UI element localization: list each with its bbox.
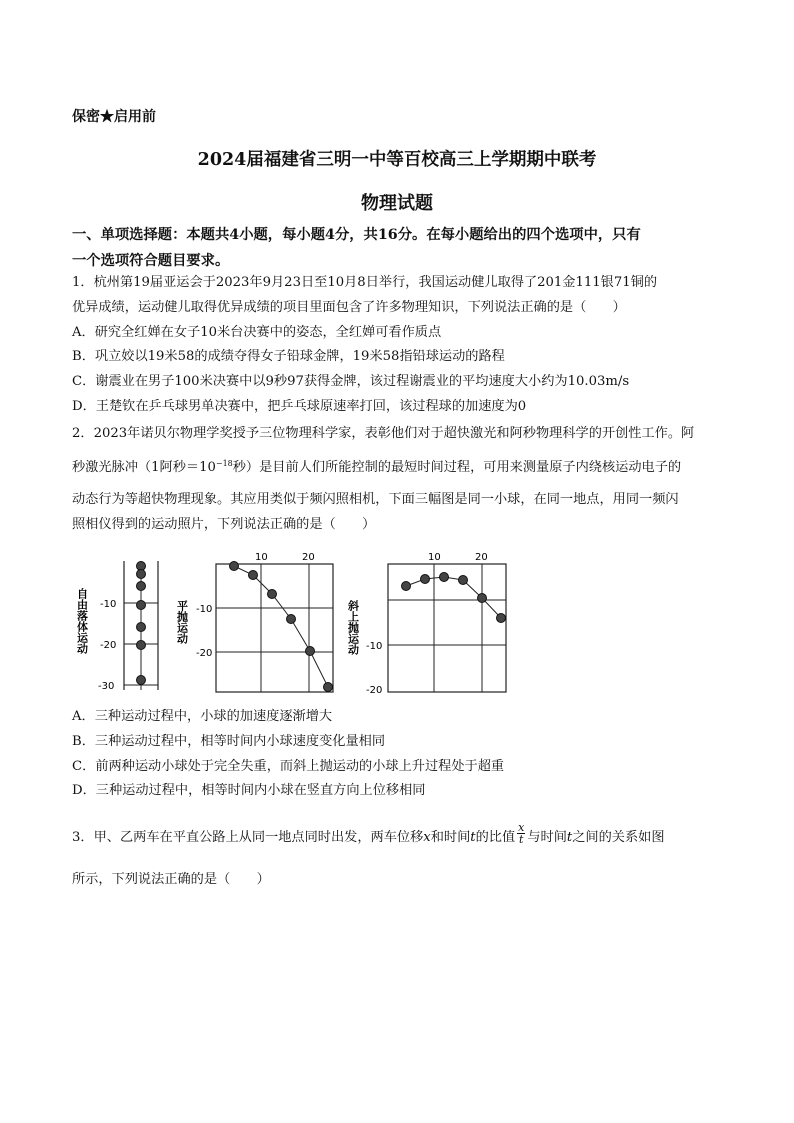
panel2-ytick-20: -20: [196, 648, 213, 659]
panel1-ball: [137, 570, 146, 579]
panel3-label: 斜上抛运动: [346, 600, 360, 655]
section-heading-line1: 一、单项选择题：本题共4小题，每小题4分，共16分。在每小题给出的四个选项中，只有: [72, 227, 641, 243]
q1-option-c: C．谢震业在男子100米决赛中以9秒97获得金牌，该过程谢震业的平均速度大小约为10.03m/s: [72, 374, 630, 389]
panel2-ball: [324, 683, 333, 692]
q3-text-a: 3．甲、乙两车在平直公路上从同一地点同时出发，两车位移: [72, 830, 424, 845]
panel2-ball: [249, 571, 258, 580]
q3-fraction: [517, 822, 525, 845]
q2-option-c: C．前两种运动小球处于完全失重，而斜上抛运动的小球上升过程处于超重: [72, 759, 505, 774]
q3-frac-num: x: [518, 821, 525, 834]
panel3-ball: [459, 576, 468, 585]
q2-stem-line2: [72, 458, 681, 478]
q3-text-c: 的比值: [475, 830, 516, 845]
stroboscopic-figure: [70, 548, 520, 700]
panel-horizontal-projection: [176, 552, 334, 692]
q2-stem-line3: 动态行为等超快物理现象。其应用类似于频闪照相机，下面三幅图是同一小球，在同一地点，用同一频闪: [72, 492, 679, 507]
panel2-ball: [230, 562, 239, 571]
confidential-label: 保密★启用前: [72, 109, 156, 125]
q3-var-t2: t: [566, 830, 573, 845]
q1-stem-line1: 1．杭州第19届亚运会于2023年9月23日至10月8日举行，我国运动健儿取得了201金111银71铜的: [72, 275, 658, 290]
q3-stem-line1: [72, 821, 665, 849]
panel1-ball: [137, 582, 146, 591]
panel1-tick-10: -10: [100, 599, 117, 610]
section-heading-line2: 一个选项符合题目要求。: [72, 253, 230, 269]
section-heading: [72, 222, 732, 274]
q3-text-e: 之间的关系如图: [572, 830, 665, 845]
panel2-label: 平抛运动: [175, 600, 189, 644]
panel3-ball: [421, 575, 430, 584]
panel1-ball: [137, 641, 146, 650]
panel-free-fall: [76, 561, 159, 692]
panel3-ball: [440, 573, 449, 582]
q2-exponent: −18: [215, 459, 233, 468]
exam-subject: 物理试题: [361, 193, 433, 214]
panel1-label: 自由落体运动: [75, 588, 89, 654]
q2-option-a: A．三种运动过程中，小球的加速度逐渐增大: [72, 709, 333, 724]
q1-stem-line2: 优异成绩，运动健儿取得优异成绩的项目里面包含了许多物理知识，下列说法正确的是（ ）: [72, 300, 626, 315]
panel-oblique-projection: [347, 552, 507, 696]
q2-stem-line4: 照相仪得到的运动照片，下列说法正确的是（ ）: [72, 517, 376, 532]
q2-stem-line1: 2．2023年诺贝尔物理学奖授予三位物理科学家，表彰他们对于超快激光和阿秒物理科学的开创性工作。阿: [72, 426, 695, 441]
panel1-ball: [137, 676, 146, 685]
panel3-ball: [497, 614, 506, 623]
exam-title: 2024届福建省三明一中等百校高三上学期期中联考: [197, 150, 597, 170]
panel2-ball: [287, 615, 296, 624]
panel2-ball: [268, 590, 277, 599]
q3-frac-den: t: [519, 833, 524, 846]
q3-text-b: 和时间: [430, 830, 471, 845]
panel1-ball: [137, 601, 146, 610]
panel2-xtick-10: 10: [255, 552, 268, 563]
q1-option-a: A．研究全红婵在女子10米台决赛中的姿态，全红婵可看作质点: [72, 325, 442, 340]
q3-text-d: 与时间: [527, 830, 567, 845]
panel3-ball: [478, 594, 487, 603]
panel3-xtick-20: 20: [475, 552, 488, 563]
panel1-tick-30: -30: [98, 681, 115, 692]
panel3-xtick-10: 10: [428, 552, 441, 563]
panel3-ytick-20: -20: [366, 685, 383, 696]
panel2-ball: [306, 647, 315, 656]
panel2-ytick-10: -10: [196, 604, 213, 615]
q2-stem-line2-b: 秒）是目前人们所能控制的最短时间过程，可用来测量原子内绕核运动电子的: [232, 460, 682, 475]
panel2-xtick-20: 20: [302, 552, 315, 563]
panel1-tick-20: -20: [100, 640, 117, 651]
q2-stem-line2-a: 秒激光脉冲（1阿秒＝10: [72, 460, 216, 475]
q2-option-d: D．三种运动过程中，相等时间内小球在竖直方向上位移相同: [72, 783, 426, 798]
q2-option-b: B．三种运动过程中，相等时间内小球速度变化量相同: [72, 734, 386, 749]
panel3-ytick-10: -10: [366, 641, 383, 652]
q3-stem-line2: 所示，下列说法正确的是（ ）: [72, 872, 270, 887]
panel3-ball: [402, 582, 411, 591]
q1-option-d: D．王楚钦在乒乓球男单决赛中，把乒乓球原速率打回，该过程球的加速度为0: [72, 399, 527, 414]
q1-option-b: B．巩立姣以19米58的成绩夺得女子铅球金牌，19米58指铅球运动的路程: [72, 349, 505, 364]
q3-var-x: x: [423, 830, 431, 845]
panel1-ball: [137, 623, 146, 632]
q3-var-t: t: [470, 830, 476, 845]
